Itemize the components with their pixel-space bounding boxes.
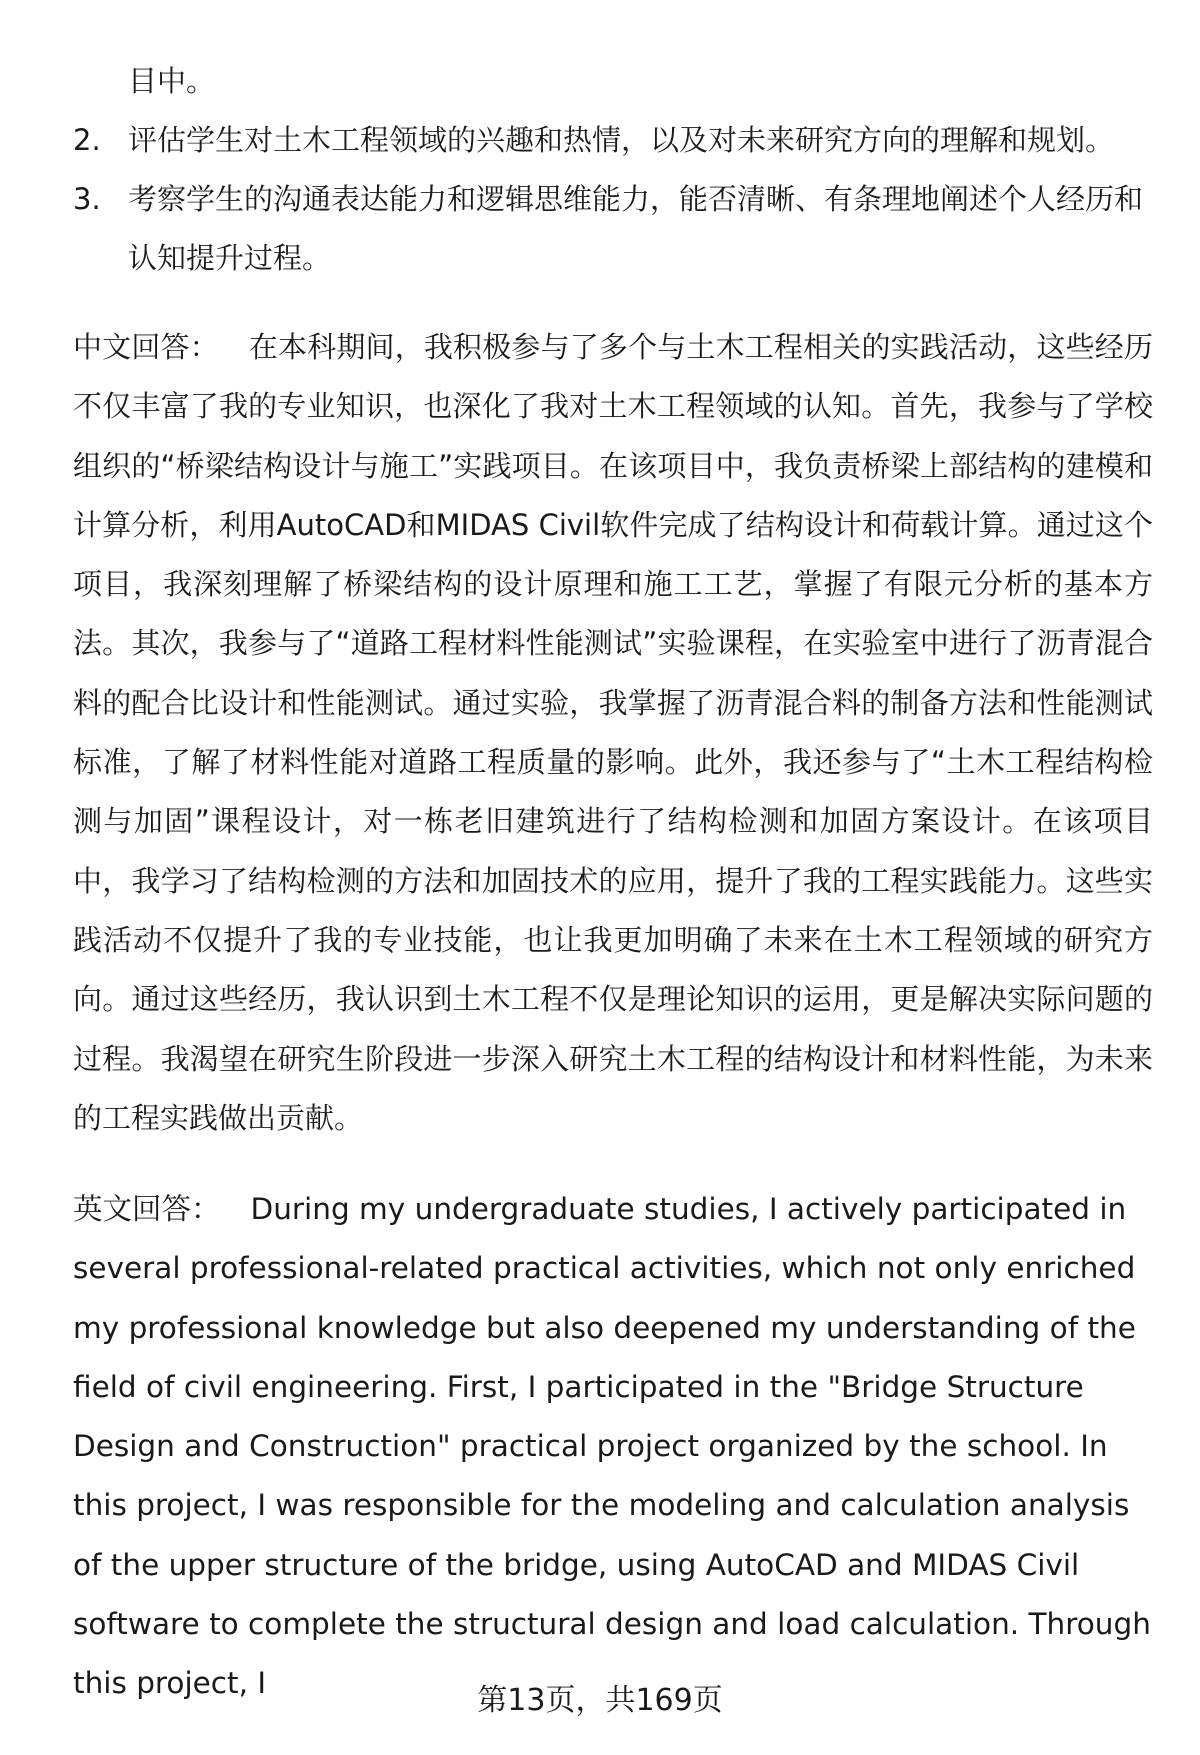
numbered-list	[73, 52, 1153, 288]
list-item	[73, 111, 1153, 170]
english-answer-paragraph	[73, 1180, 1153, 1714]
list-item-number: 3.	[73, 182, 101, 216]
chinese-answer-label: 中文回答：	[73, 330, 219, 364]
chinese-answer-text: 在本科期间，我积极参与了多个与土木工程相关的实践活动，这些经历不仅丰富了我的专业知识，也深化了我对土木工程领域的认知。首先，我参与了学校组织的“桥梁结构设计与施工”实践项目。在该项目中，我负责桥梁上部结构的建模和计算分析，利用AutoCAD和MIDAS Civil软件完成了结构设计和荷载计算。通过这个项目，我深刻理解了桥梁结构的设计原理和施工工艺，掌握了有限元分析的基本方法。其次，我参与了“道路工程材料性能测试”实验课程，在实验室中进行了沥青混合料的配合比设计和性能测试。通过实验，我掌握了沥青混合料的制备方法和性能测试标准，了解了材料性能对道路工程质量的影响。此外，我还参与了“土木工程结构检测与加固”课程设计，对一栋老旧建筑进行了结构检测和加固方案设计。在该项目中，我学习了结构检测的方法和加固技术的应用，提升了我的工程实践能力。这些实践活动不仅提升了我的专业技能，也让我更加明确了未来在土木工程领域的研究方向。通过这些经历，我认识到土木工程不仅是理论知识的运用，更是解决实际问题的过程。我渴望在研究生阶段进一步深入研究土木工程的结构设计和材料性能，为未来的工程实践做出贡献。	[73, 330, 1153, 1135]
list-item-continuation: 目中。	[128, 64, 216, 98]
list-item-number: 2.	[73, 123, 101, 157]
list-item-text: 考察学生的沟通表达能力和逻辑思维能力，能否清晰、有条理地阐述个人经历和认知提升过程。	[128, 182, 1144, 275]
list-item	[73, 170, 1153, 288]
english-answer-label: 英文回答：	[73, 1192, 221, 1226]
english-answer-text: During my undergraduate studies, I actively participated in several professional-related practical activities, which not only enriched my professional knowledge but also deepened my understanding of the field of civil engineering. First, I participated in the "Bridge Structure Design and Construction" practical project organized by the school. In this project, I was responsible for the modeling and calculation analysis of the upper structure of the bridge, using AutoCAD and MIDAS Civil software to complete the structural design and load calculation. Through this project, I	[73, 1192, 1151, 1701]
chinese-answer-paragraph	[73, 318, 1153, 1148]
page-number: 第13页，共169页	[477, 1683, 723, 1718]
list-item-text: 评估学生对土木工程领域的兴趣和热情，以及对未来研究方向的理解和规划。	[128, 123, 1115, 157]
